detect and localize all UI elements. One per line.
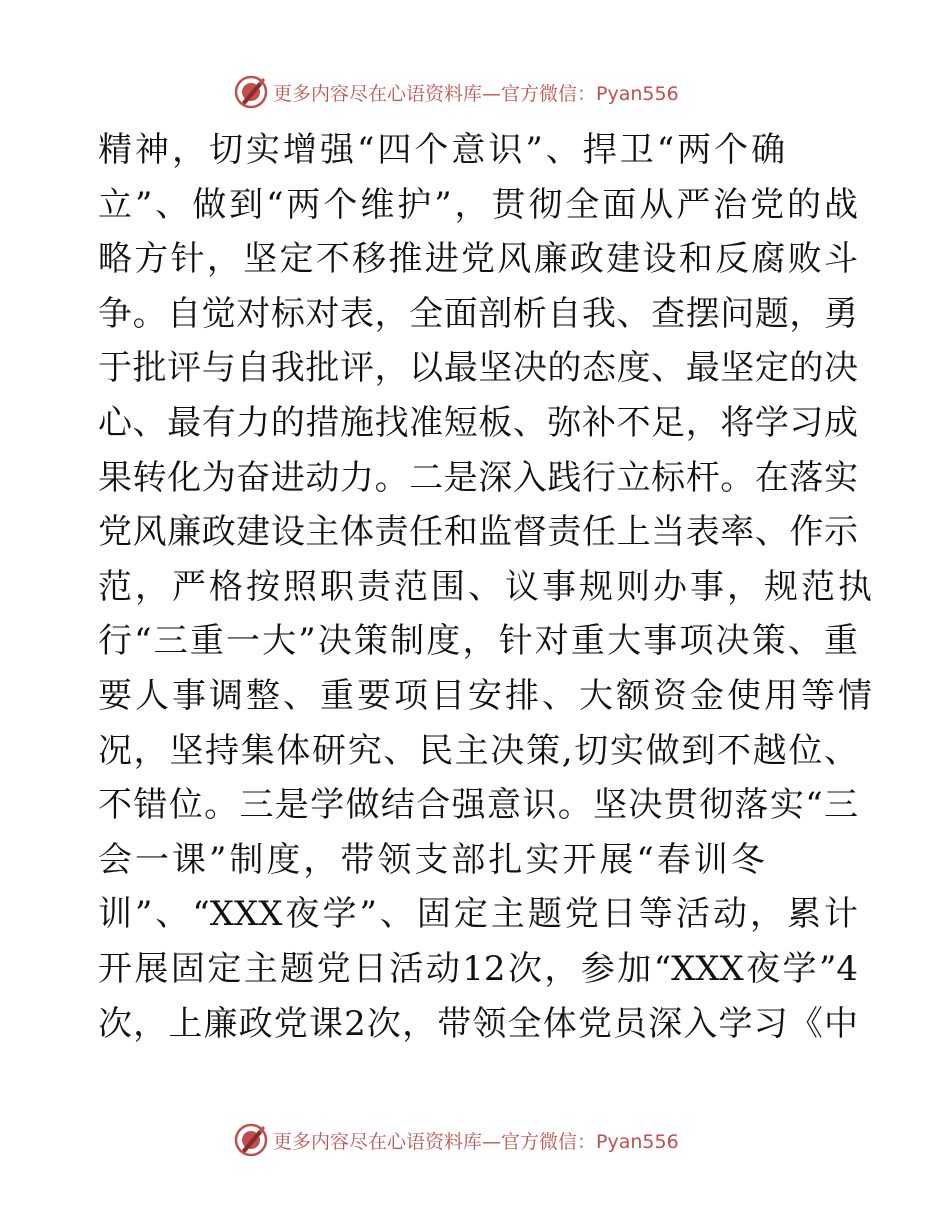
body-line: 况，坚持集体研究、民主决策,切实做到不越位、: [98, 730, 858, 771]
body-line: 次，上廉政党课2次，带领全体党员深入学习《中: [98, 1003, 858, 1044]
body-line: 略方针，坚定不移推进党风廉政建设和反腐败斗: [98, 239, 858, 280]
body-line: 开展固定主题党日活动12次，参加“XXX夜学”4: [98, 948, 858, 989]
body-line: 行“三重一大”决策制度，针对重大事项决策、重: [98, 621, 858, 662]
body-line: 要人事调整、重要项目安排、大额资金使用等情: [98, 675, 875, 716]
body-line: 不错位。三是学做结合强意识。坚决贯彻落实“三: [98, 785, 858, 826]
pen-seal-logo-icon: [233, 1122, 269, 1158]
footer-banner: [233, 1120, 679, 1160]
body-line: 会一课”制度，带领支部扎实开展“春训冬: [98, 839, 768, 880]
body-line: 心、最有力的措施找准短板、弥补不足，将学习成: [98, 402, 858, 443]
pen-seal-logo-icon: [233, 74, 269, 110]
body-line: 精神，切实增强“四个意识”、捍卫“两个确: [98, 130, 789, 170]
body-line: 范，严格按照职责范围、议事规则办事，规范执: [98, 566, 875, 607]
body-line: 争。自觉对标对表，全面剖析自我、查摆问题，勇: [98, 293, 858, 334]
body-line: 党风廉政建设主体责任和监督责任上当表率、作示: [98, 512, 858, 553]
header-banner-text: 更多内容尽在心语资料库—官方微信：Pyan556: [273, 82, 679, 105]
header-banner: [233, 72, 679, 112]
footer-banner-text: 更多内容尽在心语资料库—官方微信：Pyan556: [273, 1130, 679, 1153]
body-line: 立”、做到“两个维护”，贯彻全面从严治党的战: [98, 184, 858, 225]
body-line: 果转化为奋进动力。二是深入践行立标杆。在落实: [98, 457, 858, 498]
body-line: 于批评与自我批评，以最坚决的态度、最坚定的决: [98, 348, 858, 389]
body-line: 训”、“XXX夜学”、固定主题党日等活动，累计: [98, 894, 858, 935]
document-body: [98, 123, 875, 1051]
